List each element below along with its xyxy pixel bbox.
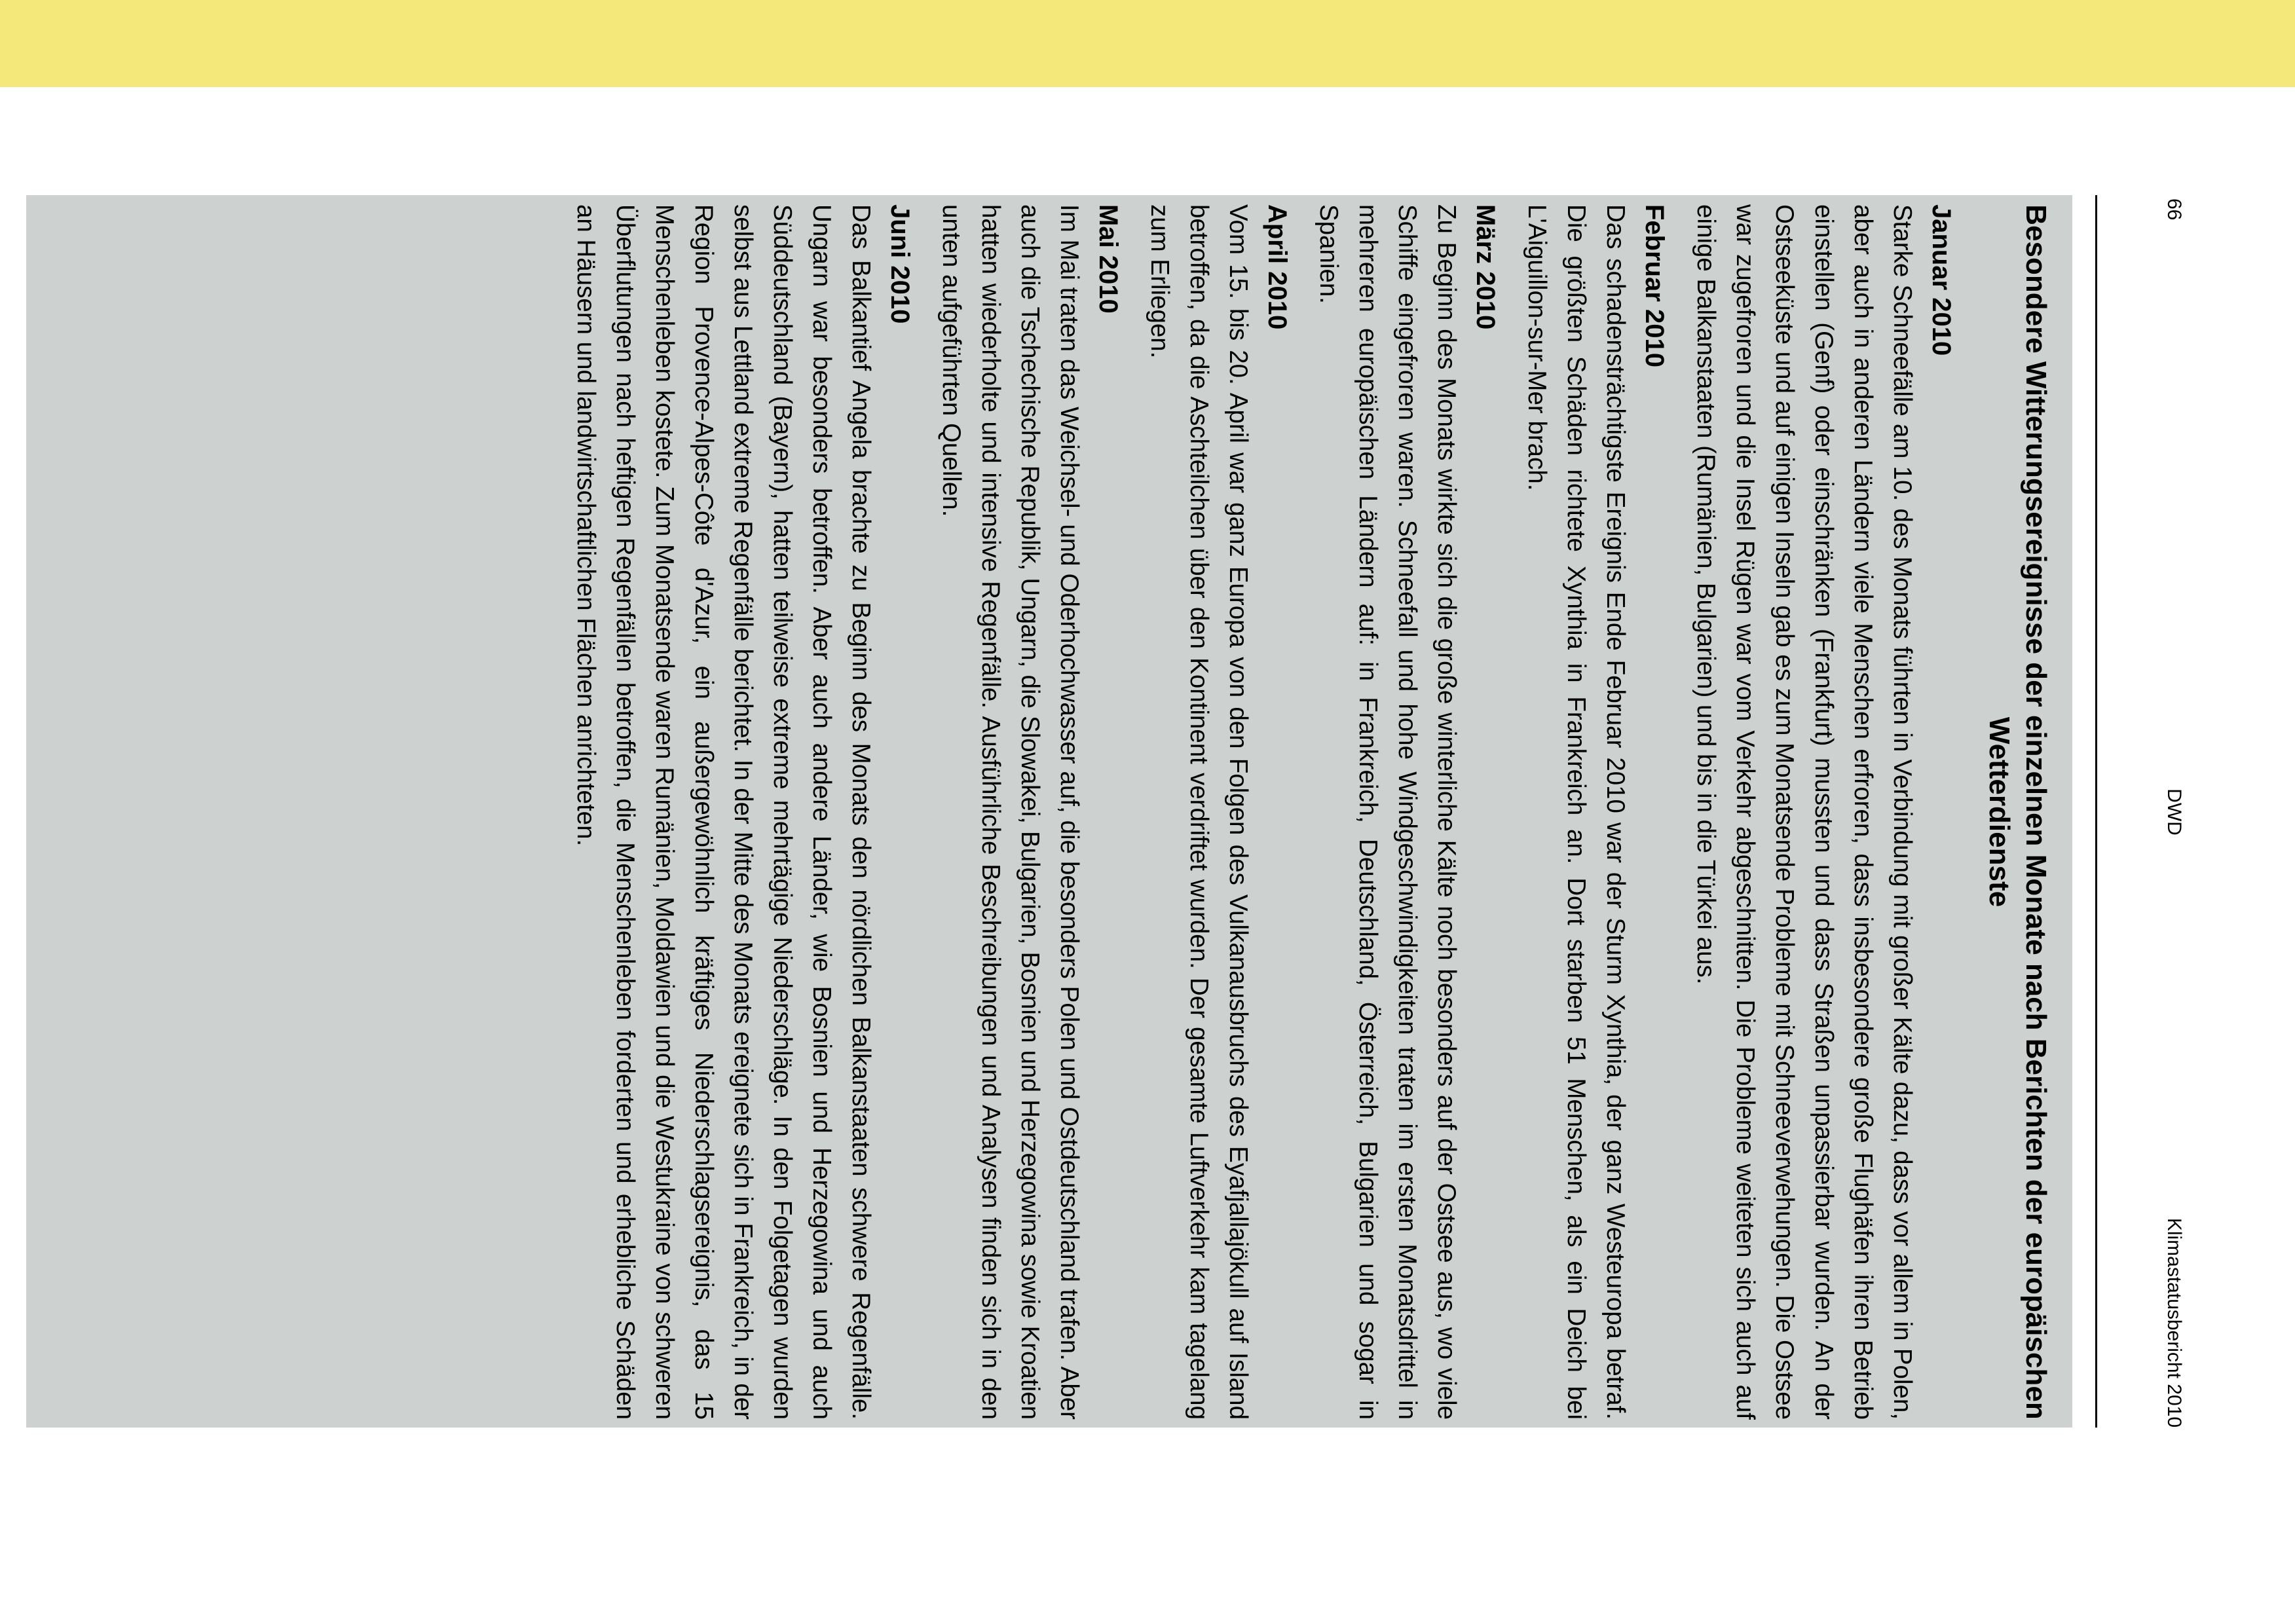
article-panel bbox=[26, 195, 2072, 1428]
section-body: Starke Schneefälle am 10. des Monats führten in Verbindung mit großer Kälte dazu, dass vor allem in Polen, aber auch in anderen Ländern viele Menschen erfroren, dass insbesondere große Flughäfen ihren Betrieb einstellen (Genf) oder einschränken (Frankfurt) mussten und dass Straßen unpassierbar wurden. An der Ostseeküste und auf einigen Inseln gab es zum Monatsende Probleme mit Schneeverwehungen. Die Ostsee war zugefroren und die Insel Rügen war vom Verkehr abgeschnitten. Die Probleme weiteten sich auch auf einige Balkanstaaten (Rumänien, Bulgarien) und bis in die Türkei aus. bbox=[1692, 204, 1916, 1420]
publication-title: Klimastatusbericht 2010 bbox=[2163, 1217, 2185, 1428]
page-number: 66 bbox=[2163, 198, 2185, 221]
section-body: Das schadensträchtigste Ereignis Ende Februar 2010 war der Sturm Xynthia, der ganz Westeuropa betraf. Die größten Schäden richtete Xynthia in Frankreich an. Dort starben 51 Menschen, als ein Deich bei L'Aiguillon-sur-Mer brach. bbox=[1523, 204, 1630, 1420]
article-title: Besondere Witterungsereignisse der einzelnen Monate nach Berichten der europäischen Wetterdienste bbox=[1983, 204, 2052, 1420]
section-heading: Mai 2010 bbox=[1094, 204, 1123, 314]
section-april bbox=[1140, 204, 1297, 1420]
section-heading: Januar 2010 bbox=[1927, 204, 1956, 356]
section-body: Im Mai traten das Weichsel- und Oderhochwasser auf, die besonders Polen und Ostdeutschland trafen. Aber auch die Tschechische Republik, Ungarn, die Slowakei, Bulgarien, Bosnien und Herzegowina sowie Kroatien hatten wiederholte und intensive Regenfälle. Ausführliche Beschreibungen und Analysen finden sich in den unten aufgeführten Quellen. bbox=[937, 204, 1083, 1420]
section-januar bbox=[1686, 204, 1961, 1420]
section-body: Vom 15. bis 20. April war ganz Europa von den Folgen des Vulkanausbruchs des Eyafjallajökull auf Island betroffen, da die Aschteilchen über den Kontinent verdriftet wurden. Der gesamte Luftverkehr kam tagelang zum Erliegen. bbox=[1146, 204, 1252, 1420]
section-heading: März 2010 bbox=[1471, 204, 1500, 330]
section-heading: April 2010 bbox=[1263, 204, 1292, 330]
section-heading: Februar 2010 bbox=[1640, 204, 1669, 368]
header-rule bbox=[2095, 195, 2097, 1428]
section-heading: Juni 2010 bbox=[886, 204, 914, 324]
section-maerz bbox=[1309, 204, 1505, 1420]
section-februar bbox=[1517, 204, 1674, 1420]
section-body: Zu Beginn des Monats wirkte sich die große winterliche Kälte noch besonders auf der Ostsee aus, wo viele Schiffe eingefroren waren. Schneefall und hohe Windgeschwindigkeiten traten im ersten Monatsdrittel in mehreren europäischen Ländern auf: in Frankreich, Deutschland, Österreich, Bulgarien und sogar in Spanien. bbox=[1315, 204, 1461, 1420]
section-juni bbox=[566, 204, 920, 1420]
section-body: Das Balkantief Angela brachte zu Beginn des Monats den nördlichen Balkanstaaten schwere Regenfälle. Ungarn war besonders betroffen. Aber auch andere Länder, wie Bosnien und Herzegowina und auch Süddeutschland (Bayern), hatten teilweise extreme mehrtägige Niederschläge. In den Folgetagen wurden selbst aus Lettland extreme Regenfälle berichtet. In der Mitte des Monats ereignete sich in Frankreich, in der Region Provence-Alpes-Côte d'Azur, ein außergewöhnlich kräftiges Niederschlagsereignis, das 15 Menschenleben kostete. Zum Monatsende waren Rumänien, Moldawien und die Westukraine von schweren Überflutungen nach heftigen Regenfällen betroffen, die Menschenleben forderten und erhebliche Schäden an Häusern und landwirtschaftlichen Flächen anrichteten. bbox=[572, 204, 875, 1420]
publisher-label: DWD bbox=[2163, 788, 2185, 836]
section-mai bbox=[931, 204, 1128, 1420]
